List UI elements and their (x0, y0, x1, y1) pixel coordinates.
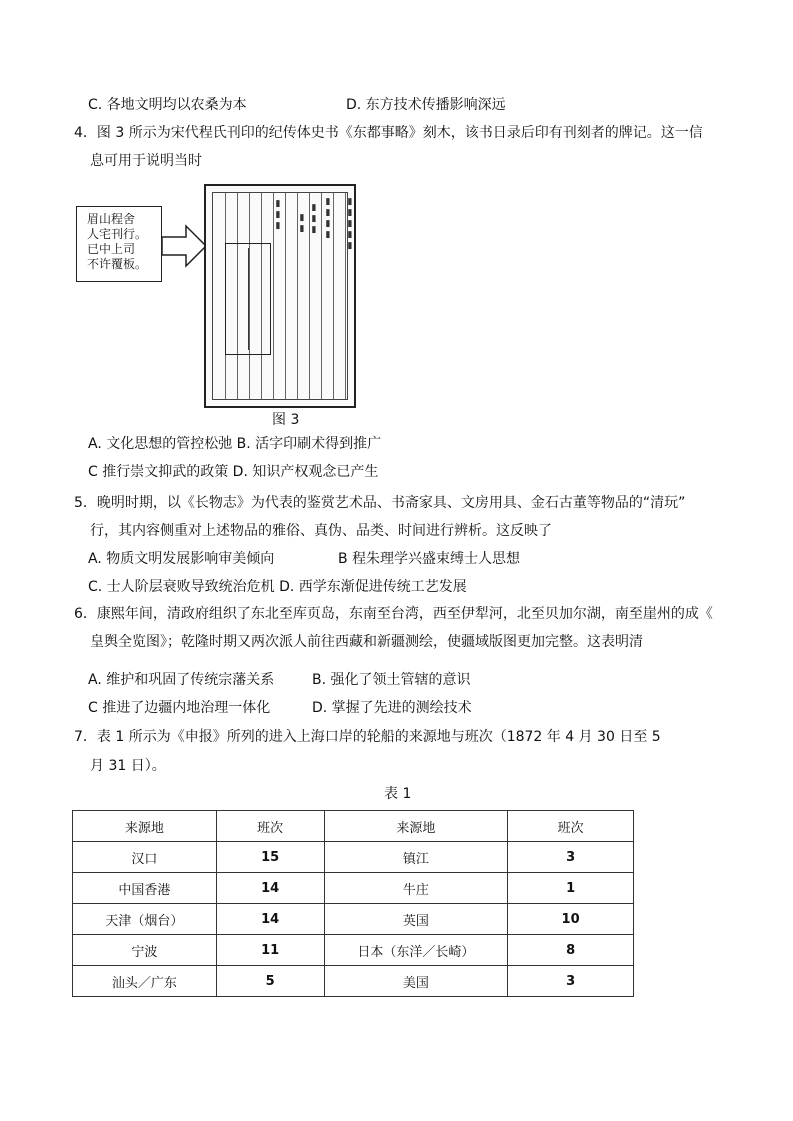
table-cell: 天津（烟台） (73, 904, 217, 935)
woodblock-text: ▮▮ (297, 213, 307, 235)
table-cell: 宁波 (73, 935, 217, 966)
woodblock-text: ▮▮▮▮▮ (345, 197, 355, 252)
q4-options-line2: C 推行崇文抑武的政策 D. 知识产权观念已产生 (88, 464, 379, 480)
figure-3 (72, 184, 362, 410)
woodblock-text: ▮▮▮ (309, 203, 319, 236)
table-cell: 汕头／广东 (73, 966, 217, 997)
table-cell: 14 (216, 873, 324, 904)
table-header: 来源地 (324, 811, 508, 842)
table-row (73, 873, 634, 904)
table-cell: 14 (216, 904, 324, 935)
q5-stem-line2: 行，其内容侧重对上述物品的雅俗、真伪、品类、时间进行辨析。这反映了 (90, 523, 552, 539)
q6-stem-line1: 6．康熙年间，清政府组织了东北至库页岛，东南至台湾，西至伊犁河，北至贝加尔湖，南至崖州的成《 (74, 606, 713, 622)
woodblock-text: ▮▮▮▮ (323, 197, 333, 241)
q4-stem-line2: 息可用于说明当时 (90, 153, 202, 169)
q7-stem-line2: 月 31 日）。 (90, 758, 166, 774)
callout-line: 不许覆板。 (87, 257, 148, 271)
table-header-row (73, 811, 634, 842)
table-cell: 1 (508, 873, 634, 904)
q4-stem-line1: 4．图 3 所示为宋代程氏刊印的纪传体史书《东都事略》刻木，该书日录后印有刊刻者的牌记。这一信 (74, 125, 703, 141)
callout-line: 已中上司 (87, 242, 136, 256)
table-cell: 镇江 (324, 842, 508, 873)
q6-option-c: C 推进了边疆内地治理一体化 (88, 700, 271, 716)
table-caption: 表 1 (384, 786, 412, 802)
table-row (73, 935, 634, 966)
q7-stem-line1: 7．表 1 所示为《申报》所列的进入上海口岸的轮船的来源地与班次（1872 年 4 月 30 日至 5 (74, 729, 661, 745)
arrow-icon (162, 224, 208, 268)
table-header: 班次 (216, 811, 324, 842)
table-cell: 10 (508, 904, 634, 935)
table-cell: 3 (508, 842, 634, 873)
q6-stem-line2: 皇舆全览图》；乾隆时期又两次派人前往西藏和新疆测绘，使疆域版图更加完整。这表明清 (90, 634, 643, 650)
table-header: 来源地 (73, 811, 217, 842)
colophon-box (225, 243, 271, 355)
table-cell: 15 (216, 842, 324, 873)
woodblock-text: ▮▮▮ (273, 199, 283, 232)
table-cell: 汉口 (73, 842, 217, 873)
q5-option-b: B 程朱理学兴盛束缚士人思想 (338, 551, 521, 567)
table-cell: 日本（东洋／长崎） (324, 935, 508, 966)
figure-caption: 图 3 (272, 412, 300, 428)
table-cell: 3 (508, 966, 634, 997)
callout-line: 眉山程舍 (87, 212, 136, 226)
table-cell: 11 (216, 935, 324, 966)
q3-option-c: C. 各地文明均以农桑为本 (88, 97, 247, 113)
q3-option-d: D. 东方技术传播影响深远 (346, 97, 506, 113)
q5-options-line2: C. 士人阶层衰败导致统治危机 D. 西学东渐促进传统工艺发展 (88, 579, 467, 595)
table-cell: 牛庄 (324, 873, 508, 904)
woodblock-page (204, 184, 356, 408)
q6-option-d: D. 掌握了先进的测绘技术 (312, 700, 472, 716)
table-cell: 美国 (324, 966, 508, 997)
q6-option-b: B. 强化了领土管辖的意识 (312, 672, 471, 688)
q6-option-a: A. 维护和巩固了传统宗藩关系 (88, 672, 275, 688)
table-cell: 英国 (324, 904, 508, 935)
colophon-callout (76, 206, 162, 282)
table-header: 班次 (508, 811, 634, 842)
q5-option-a: A. 物质文明发展影响审美倾向 (88, 551, 275, 567)
table-row (73, 842, 634, 873)
callout-line: 人宅刊行。 (87, 227, 148, 241)
table-cell: 中国香港 (73, 873, 217, 904)
table-row (73, 904, 634, 935)
table-cell: 5 (216, 966, 324, 997)
q4-options-line1: A. 文化思想的管控松弛 B. 活字印刷术得到推广 (88, 436, 382, 452)
ship-origin-table (72, 810, 634, 997)
table-cell: 8 (508, 935, 634, 966)
table-row (73, 966, 634, 997)
q5-stem-line1: 5．晚明时期，以《长物志》为代表的鉴赏艺术品、书斋家具、文房用具、金石古董等物品的“清玩” (74, 495, 686, 511)
